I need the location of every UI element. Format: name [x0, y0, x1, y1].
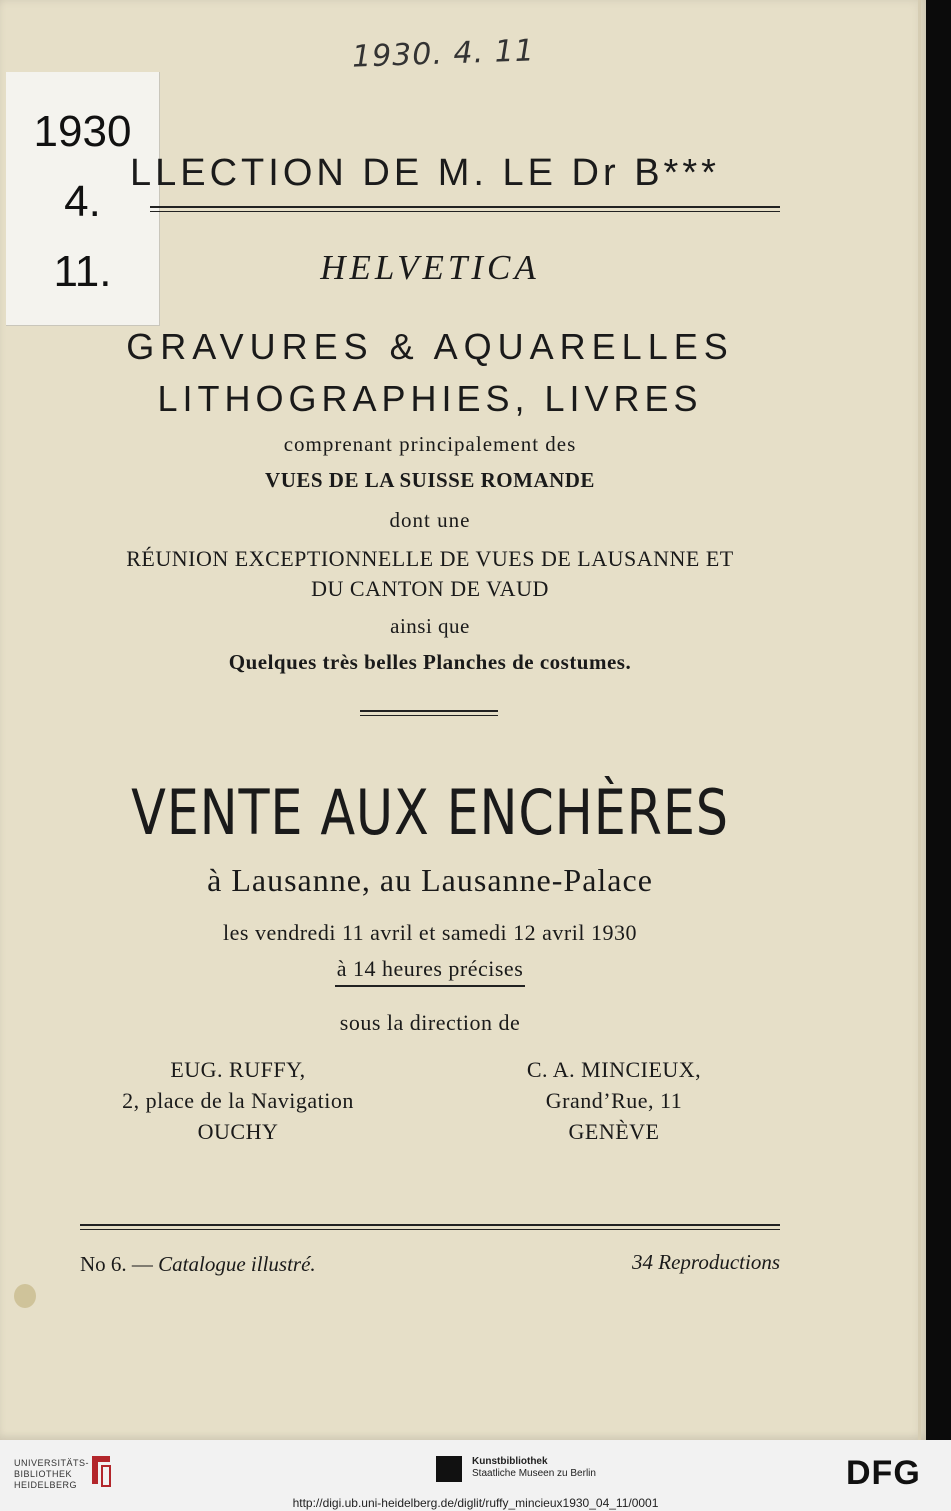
sale-time	[60, 956, 800, 982]
sale-time-text: à 14 heures précises	[335, 956, 526, 987]
auctioneer-mincieux	[464, 1054, 764, 1147]
text-ainsi: ainsi que	[390, 614, 470, 638]
catalogue-text: Catalogue illustré.	[158, 1252, 316, 1276]
auctioneer-ruffy	[88, 1054, 388, 1147]
dfg-logo[interactable]: DFG	[846, 1454, 921, 1492]
subtitle-line-1: GRAVURES & AQUARELLES	[126, 326, 734, 367]
footer-rule	[80, 1224, 780, 1230]
text-quelques: Quelques très belles Planches de costumes.	[228, 650, 632, 674]
scan-border	[926, 0, 951, 1440]
kunstbibliothek-logo-icon[interactable]	[436, 1456, 462, 1482]
sale-dates: les vendredi 11 avril et samedi 12 avril 1930	[223, 920, 637, 945]
label-year: 1930	[33, 107, 132, 156]
kunstbibliothek-text[interactable]	[472, 1456, 596, 1480]
text-comprenant: comprenant principalement des	[283, 432, 577, 456]
number-text: No 6. —	[80, 1252, 153, 1276]
collection-rule	[150, 206, 780, 212]
main-title: HELVETICA	[320, 248, 540, 287]
sale-place: à Lausanne, au Lausanne-Palace	[207, 862, 653, 898]
auctioneer-city: OUCHY	[197, 1119, 279, 1144]
text-vues: VUES DE LA SUISSE ROMANDE	[265, 468, 595, 492]
catalogue-number	[80, 1252, 316, 1277]
text-reunion-2: DU CANTON DE VAUD	[311, 576, 549, 601]
label-month: 4.	[64, 177, 101, 226]
text-reunion-1: RÉUNION EXCEPTIONNELLE DE VUES DE LAUSANNE ET	[126, 546, 734, 571]
ub-line: UNIVERSITÄTS-	[14, 1458, 90, 1468]
text-dont: dont une	[389, 508, 471, 532]
ub-line: HEIDELBERG	[14, 1480, 78, 1490]
subtitle-line-2: LITHOGRAPHIES, LIVRES	[157, 378, 703, 419]
reproductions-count: 34 Reproductions	[632, 1250, 780, 1274]
pencil-note: 1930. 4. 11	[351, 33, 536, 75]
page-edge	[918, 0, 921, 1440]
auctioneer-address: Grand’Rue, 11	[545, 1088, 683, 1113]
ub-heidelberg-logo-icon[interactable]	[88, 1454, 114, 1488]
sale-direction: sous la direction de	[339, 1010, 521, 1035]
auctioneer-name: C. A. MINCIEUX,	[526, 1057, 702, 1082]
kb-title: Kunstbibliothek	[472, 1456, 548, 1467]
ub-heidelberg-text[interactable]	[14, 1458, 89, 1491]
ub-line: BIBLIOTHEK	[14, 1469, 73, 1479]
text-reunion	[60, 544, 800, 604]
auctioneer-name: EUG. RUFFY,	[170, 1057, 306, 1082]
kb-sub: Staatliche Museen zu Berlin	[472, 1468, 596, 1479]
auctioneer-city: GENÈVE	[568, 1119, 660, 1144]
permalink-url[interactable]: http://digi.ub.uni-heidelberg.de/diglit/ruffy_mincieux1930_04_11/0001	[292, 1496, 659, 1510]
mid-rule	[360, 710, 498, 716]
collection-title: LLECTION DE M. LE Dr B***	[130, 152, 720, 194]
paper-stain	[14, 1284, 36, 1308]
auctioneer-address: 2, place de la Navigation	[122, 1088, 354, 1113]
digitization-band	[0, 1440, 951, 1511]
sale-heading: VENTE AUX ENCHÈRES	[131, 776, 729, 849]
label-day: 11.	[53, 247, 112, 296]
